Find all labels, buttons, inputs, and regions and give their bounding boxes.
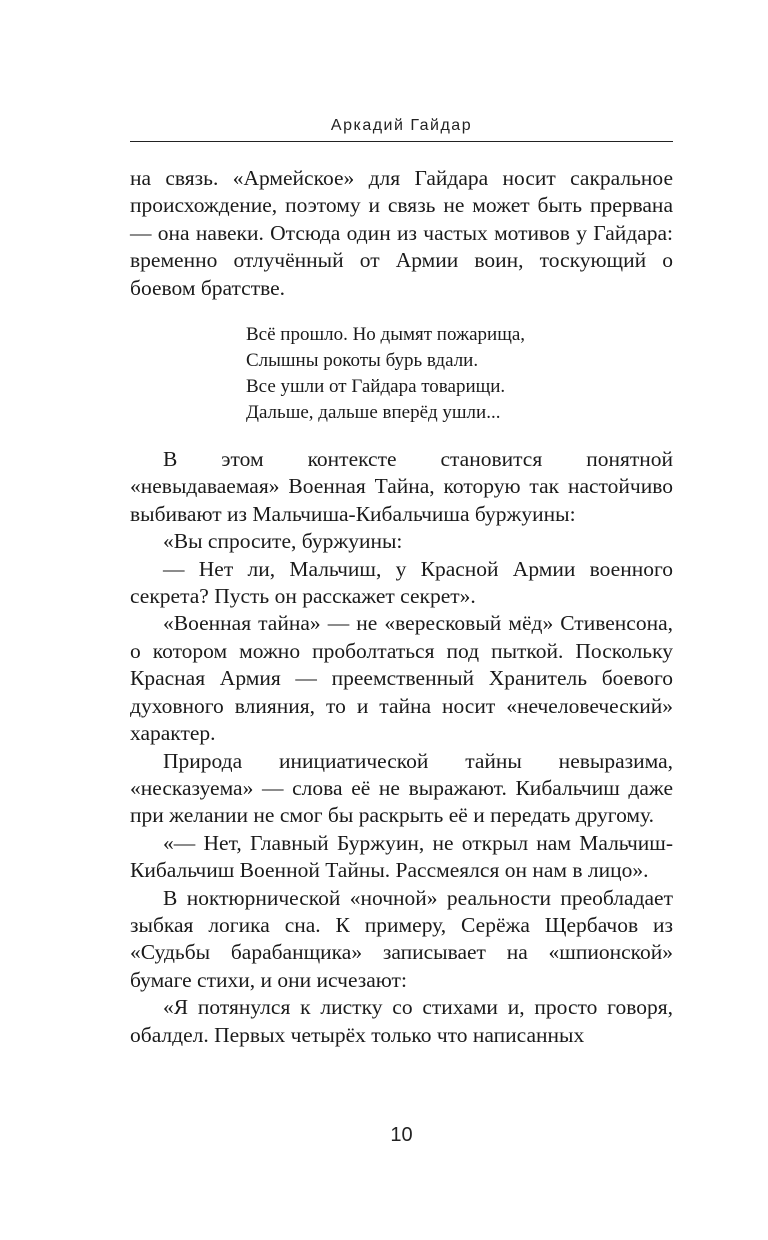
verse-line-1: Всё прошло. Но дымят пожарища, [246, 324, 526, 346]
verse-line-4: Дальше, дальше вперёд ушли... [246, 402, 501, 424]
paragraph-4: — Нет ли, Мальчиш, у Красной Армии военного секрета? Пусть он расскажет секрет». [130, 556, 673, 609]
paragraph-2: В этом контексте становится понятной «невыдаваемая» Военная Тайна, которую так настойчиво выбивают из Мальчиша-Кибальчиша буржуины: [130, 447, 673, 526]
paragraph-3: «Вы спросите, буржуины: [163, 529, 403, 554]
verse-line-2: Слышны рокоты бурь вдали. [246, 350, 479, 372]
verse-quote [246, 322, 673, 426]
paragraph-5: «Военная тайна» — не «вересковый мёд» Стивенсона, о котором можно проболтаться под пыткой. Поскольку Красная Армия — преемственный Хранитель боевого духовного влияния, то и тайна носит «нечеловеческий» характер. [130, 611, 673, 746]
paragraph-7: «— Нет, Главный Буржуин, не открыл нам Мальчиш-Кибальчиш Военной Тайны. Рассмеялся он нам в лицо». [130, 830, 673, 883]
running-head-author: Аркадий Гайдар [330, 117, 473, 134]
header-rule [130, 141, 673, 142]
paragraph-9: «Я потянулся к листку со стихами и, просто говоря, обалдел. Первых четырёх только что написанных [130, 995, 673, 1047]
page-body-text [130, 165, 673, 1049]
paragraph-8: В ноктюрнической «ночной» реальности преобладает зыбкая логика сна. К примеру, Серёжа Щербачов из «Судьбы барабанщика» записывает на «шпионской» бумаге стихи, и они исчезают: [130, 885, 673, 992]
verse-line-3: Все ушли от Гайдара товарищи. [246, 376, 506, 398]
page-number: 10 [390, 1124, 413, 1146]
paragraph-6: Природа инициатической тайны невыразима, «несказуема» — слова её не выражают. Кибальчиш даже при желании не смог бы раскрыть её и передать другому. [130, 748, 673, 828]
paragraph-1: на связь. «Армейское» для Гайдара носит сакральное происхождение, поэтому и связь не может быть прервана — она навеки. Отсюда один из частых мотивов у Гайдара: временно отлучённый от Армии воин, тоскующий о боевом братстве. [130, 166, 673, 300]
